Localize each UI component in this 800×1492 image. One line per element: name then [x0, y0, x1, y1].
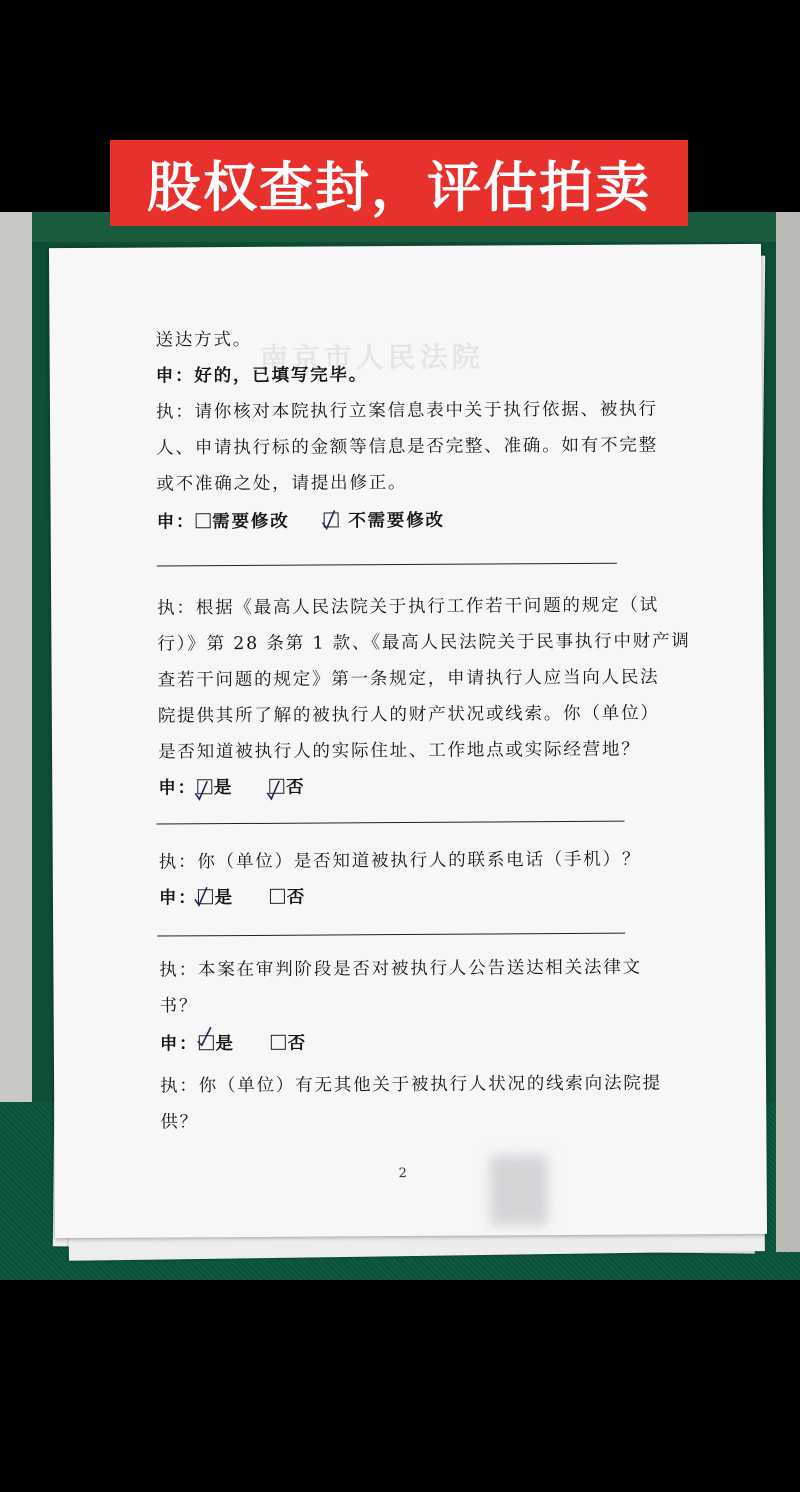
doc-line: 送达方式。	[155, 329, 253, 351]
doc-line: 执：请你核对本院执行立案信息表中关于执行依据、被执行	[155, 399, 658, 423]
blurred-region	[490, 1155, 548, 1225]
checkmark-icon	[194, 779, 208, 803]
photo-background	[0, 212, 800, 1280]
option-label: 需要修改	[212, 511, 290, 533]
answer-row	[158, 777, 305, 800]
doc-line: 人、申请执行标的金额等信息是否完整、准确。如有不完整	[156, 435, 659, 459]
doc-line: 执：根据《最高人民法院关于执行工作若干问题的规定（试	[157, 595, 660, 619]
answer-row	[157, 510, 445, 534]
option-label: 不需要修改	[348, 510, 445, 532]
page-number: 2	[398, 1166, 407, 1182]
option-label: 否	[286, 777, 306, 798]
document-page	[49, 244, 767, 1238]
checkmark-icon	[193, 885, 207, 909]
option-label: 是	[215, 1034, 235, 1055]
separator-line	[157, 933, 625, 937]
doc-line: 供？	[160, 1112, 199, 1133]
answer-prefix: 申：	[156, 512, 196, 533]
answer-prefix: 申：	[158, 778, 197, 799]
doc-line: 书？	[159, 996, 199, 1017]
checkbox-unchecked[interactable]	[271, 1035, 286, 1050]
doc-line: 查若干问题的规定》第一条规定，申请执行人应当向人民法	[157, 667, 660, 691]
option-label: 否	[286, 887, 307, 908]
checkbox-unchecked[interactable]	[270, 889, 285, 904]
doc-line: 或不准确之处，请提出修正。	[156, 472, 408, 495]
doc-line: 行）》第 28 条第 1 款、《最高人民法院关于民事执行中财产调	[157, 631, 691, 655]
checkmark-icon	[321, 508, 335, 532]
checkbox-unchecked[interactable]	[195, 513, 210, 528]
checkmark-icon	[196, 1023, 210, 1047]
answer-prefix: 申：	[159, 1034, 199, 1055]
doc-line: 执：你（单位）有无其他关于被执行人状况的线索向法院提	[160, 1073, 662, 1097]
doc-line: 是否知道被执行人的实际住址、工作地点或实际经营地？	[158, 739, 641, 763]
doc-line: 执：本案在审判阶段是否对被执行人公告送达相关法律文	[159, 957, 642, 981]
answer-prefix: 申：	[158, 888, 198, 909]
separator-line	[156, 821, 624, 825]
title-banner	[110, 140, 688, 226]
option-label: 否	[287, 1033, 308, 1054]
option-label: 是	[213, 778, 234, 799]
answer-row	[160, 1033, 307, 1056]
checkmark-icon	[266, 779, 280, 803]
doc-line: 院提供其所了解的被执行人的财产状况或线索。你（单位）	[157, 703, 660, 727]
banner-title: 股权查封，评估拍卖	[147, 155, 651, 219]
answer-row	[159, 887, 306, 910]
bleed-through-text: 南京市人民法院	[259, 340, 484, 375]
option-label: 是	[214, 888, 234, 909]
separator-line	[157, 563, 617, 567]
doc-line: 执：你（单位）是否知道被执行人的联系电话（手机）？	[158, 849, 642, 873]
applicant-reply: 申：好的，已填写完毕。	[155, 365, 369, 387]
